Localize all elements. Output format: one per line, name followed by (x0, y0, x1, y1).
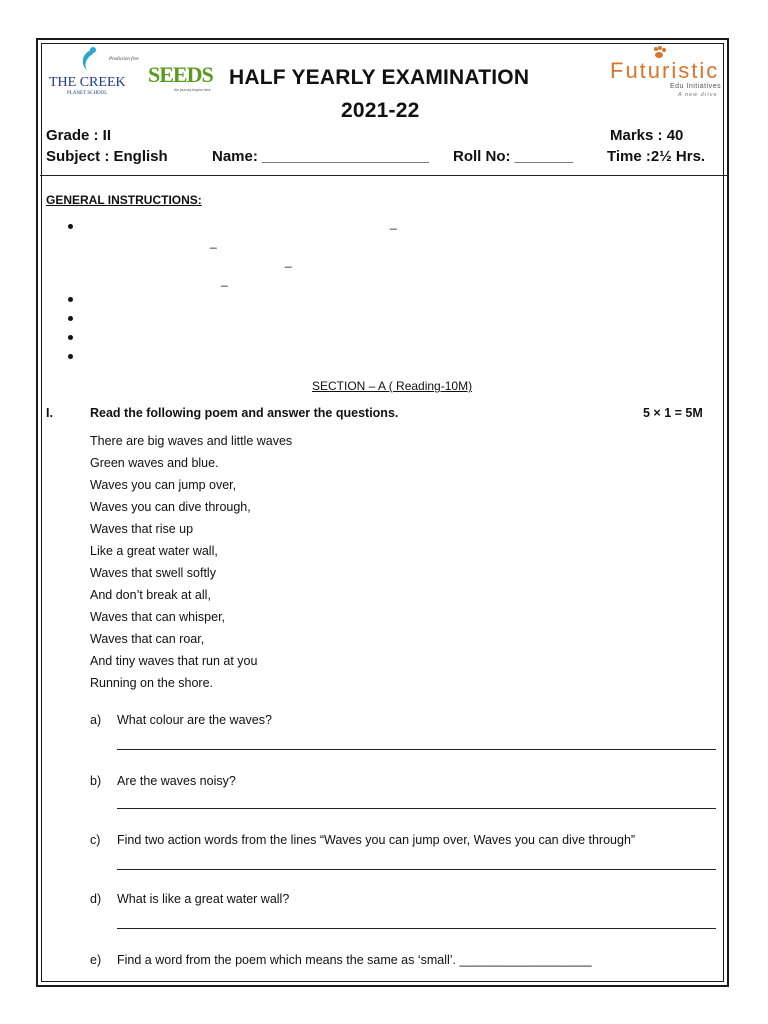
poem-line: And tiny waves that run at you (90, 654, 258, 668)
question-letter: c) (90, 833, 101, 847)
bullet-icon (68, 297, 73, 302)
subject-label: Subject : English (46, 148, 168, 165)
seeds-tagline: the journey begins here (174, 88, 211, 92)
bullet-icon (68, 316, 73, 321)
poem-line: Waves that rise up (90, 522, 194, 536)
question-text: What colour are the waves? (117, 713, 272, 727)
grade-label: Grade : II (46, 127, 112, 144)
creek-subname: PLANET SCHOOL (67, 91, 108, 96)
question-letter: b) (90, 774, 102, 788)
bullet-icon (68, 354, 73, 359)
question-instruction: Read the following poem and answer the questions. (90, 406, 399, 420)
section-title: SECTION – A ( Reading-10M) (312, 379, 473, 393)
paw-icon (654, 46, 666, 58)
instruction-dash: _ (390, 216, 397, 230)
exam-year: 2021-22 (341, 99, 420, 122)
exam-title: HALF YEARLY EXAMINATION (229, 66, 530, 89)
bullet-icon (68, 335, 73, 340)
header-divider (40, 175, 728, 176)
creek-swirl-icon (83, 50, 93, 72)
roll-no-field[interactable]: Roll No: _______ (453, 148, 574, 165)
poem-line: Running on the shore. (90, 676, 214, 690)
instruction-dash: _ (285, 254, 292, 268)
poem-line: Waves you can jump over, (90, 478, 237, 492)
name-field[interactable]: Name: ____________________ (212, 148, 429, 165)
answer-line[interactable] (117, 928, 716, 929)
seeds-logo (148, 58, 218, 94)
poem-line: Green waves and blue. (90, 456, 219, 470)
futuristic-logo (608, 45, 723, 105)
creek-tagline: Prediction free (109, 57, 139, 62)
futuristic-brand: Futuristic (610, 58, 720, 83)
instruction-dash: _ (221, 273, 228, 287)
question-text: Find a word from the poem which means the same as ‘small’. ___________________ (117, 953, 592, 967)
creek-name: THE CREEK (49, 75, 126, 90)
futuristic-sub: Edu Initiatives (670, 83, 722, 90)
question-text: Are the waves noisy? (117, 774, 236, 788)
poem-line: Waves that swell softly (90, 566, 216, 580)
question-letter: a) (90, 713, 102, 727)
instruction-dash: _ (210, 235, 217, 249)
marks-label: Marks : 40 (610, 127, 684, 144)
time-label: Time :2½ Hrs. (607, 148, 706, 165)
instructions-heading: GENERAL INSTRUCTIONS: (46, 193, 202, 207)
poem-line: There are big waves and little waves (90, 434, 293, 448)
poem-line: And don’t break at all, (90, 588, 211, 602)
futuristic-tagline: A new drive (678, 92, 718, 98)
seeds-brand: SEEDS (148, 62, 213, 87)
question-marks: 5 × 1 = 5M (643, 406, 703, 420)
poem-line: Waves that can roar, (90, 632, 205, 646)
poem-line: Like a great water wall, (90, 544, 218, 558)
question-number: I. (46, 406, 53, 420)
question-letter: e) (90, 953, 102, 967)
poem-line: Waves that can whisper, (90, 610, 226, 624)
answer-line[interactable] (117, 749, 716, 750)
question-text: What is like a great water wall? (117, 892, 290, 906)
poem-line: Waves you can dive through, (90, 500, 251, 514)
the-creek-logo (47, 46, 145, 100)
answer-line[interactable] (117, 808, 716, 809)
bullet-icon (68, 224, 73, 229)
answer-line[interactable] (117, 869, 716, 870)
question-text: Find two action words from the lines “Waves you can jump over, Waves you can dive through” (117, 833, 636, 847)
question-letter: d) (90, 892, 102, 906)
